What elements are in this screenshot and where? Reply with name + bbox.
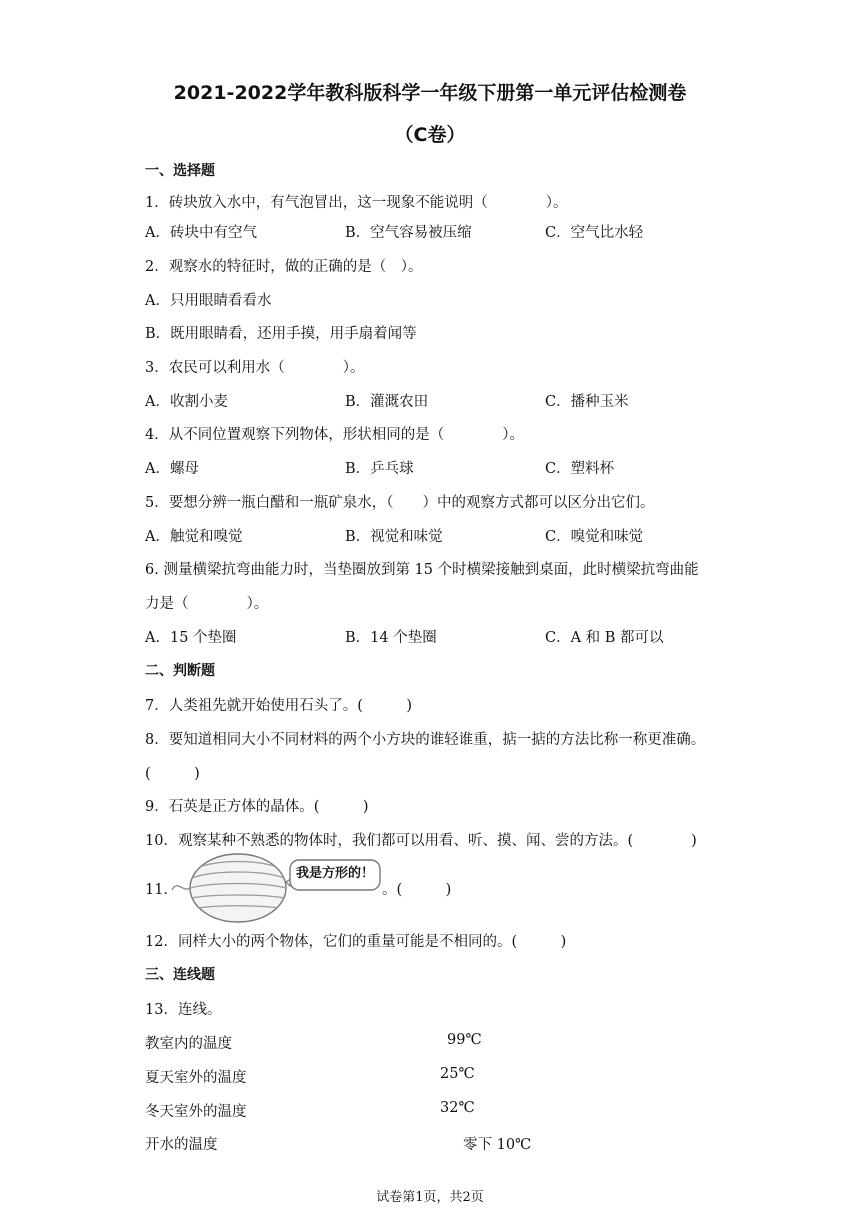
q2-option-b: B．既用眼睛看，还用手摸，用手扇着闻等: [145, 326, 417, 342]
q4-option-b: B．乒乓球: [345, 461, 414, 477]
q3-option-b: B．灌溉农田: [345, 394, 429, 410]
question-8-line2: ( ): [145, 766, 200, 782]
q6-option-c: C．A 和 B 都可以: [545, 630, 664, 646]
question-1: 1．砖块放入水中，有气泡冒出，这一现象不能说明（ ）。: [145, 195, 568, 211]
question-13: 13．连线。: [145, 1002, 222, 1018]
watermelon-illustration: [168, 848, 386, 926]
question-6-line1: 6. 测量横梁抗弯曲能力时，当垫圈放到第 15 个时横梁接触到桌面，此时横梁抗弯曲能: [145, 562, 699, 578]
section-matching: 三、连线题: [145, 967, 215, 983]
q3-option-a: A．收割小麦: [145, 394, 228, 410]
question-10: 10．观察某种不熟悉的物体时，我们都可以用看、听、摸、闻、尝的方法。( ): [145, 833, 697, 849]
question-3: 3．农民可以利用水（ ）。: [145, 360, 365, 376]
question-4: 4．从不同位置观察下列物体，形状相同的是（ ）。: [145, 427, 524, 443]
q5-option-a: A．触觉和嗅觉: [145, 529, 243, 545]
question-8-line1: 8．要知道相同大小不同材料的两个小方块的谁轻谁重，掂一掂的方法比称一称更准确。: [145, 732, 706, 748]
left-item-summer: 夏天室外的温度: [145, 1070, 247, 1086]
question-12: 12．同样大小的两个物体，它们的重量可能是不相同的。( ): [145, 934, 567, 950]
right-item-1: 99℃: [447, 1032, 482, 1048]
q3-option-c: C．播种玉米: [545, 394, 629, 410]
q1-option-c: C．空气比水轻: [545, 225, 644, 241]
left-item-winter: 冬天室外的温度: [145, 1104, 247, 1120]
q1-option-b: B．空气容易被压缩: [345, 225, 472, 241]
q6-option-b: B．14 个垫圈: [345, 630, 437, 646]
section-judge: 二、判断题: [145, 663, 215, 679]
left-item-boiling-water: 开水的温度: [145, 1137, 218, 1153]
question-11-tail: 。( ): [382, 882, 452, 898]
q2-option-a: A．只用眼睛看看水: [145, 293, 272, 309]
question-6-line2: 力是（ ）。: [145, 596, 269, 612]
section-choice: 一、选择题: [145, 163, 215, 179]
speech-bubble-text: 我是方形的！: [296, 866, 375, 881]
q6-option-a: A．15 个垫圈: [145, 630, 237, 646]
question-7: 7．人类祖先就开始使用石头了。( ): [145, 698, 413, 714]
left-item-classroom: 教室内的温度: [145, 1036, 232, 1052]
doc-subtitle: （C卷）: [394, 124, 466, 146]
right-item-2: 25℃: [440, 1066, 475, 1082]
q4-option-c: C．塑料杯: [545, 461, 615, 477]
question-11-number: 11．: [145, 882, 178, 898]
page-footer: 试卷第1页，共2页: [376, 1190, 484, 1205]
question-5: 5．要想分辨一瓶白醋和一瓶矿泉水，（ ）中的观察方式都可以区分出它们。: [145, 495, 655, 511]
q4-option-a: A．螺母: [145, 461, 199, 477]
question-9: 9．石英是正方体的晶体。( ): [145, 799, 369, 815]
q1-option-a: A．砖块中有空气: [145, 225, 257, 241]
q5-option-c: C．嗅觉和味觉: [545, 529, 644, 545]
right-item-4: 零下 10℃: [463, 1137, 532, 1153]
doc-title: 2021-2022学年教科版科学一年级下册第一单元评估检测卷: [173, 82, 687, 104]
q5-option-b: B．视觉和味觉: [345, 529, 443, 545]
right-item-3: 32℃: [440, 1100, 475, 1116]
question-2: 2．观察水的特征时，做的正确的是（ ）。: [145, 259, 423, 275]
